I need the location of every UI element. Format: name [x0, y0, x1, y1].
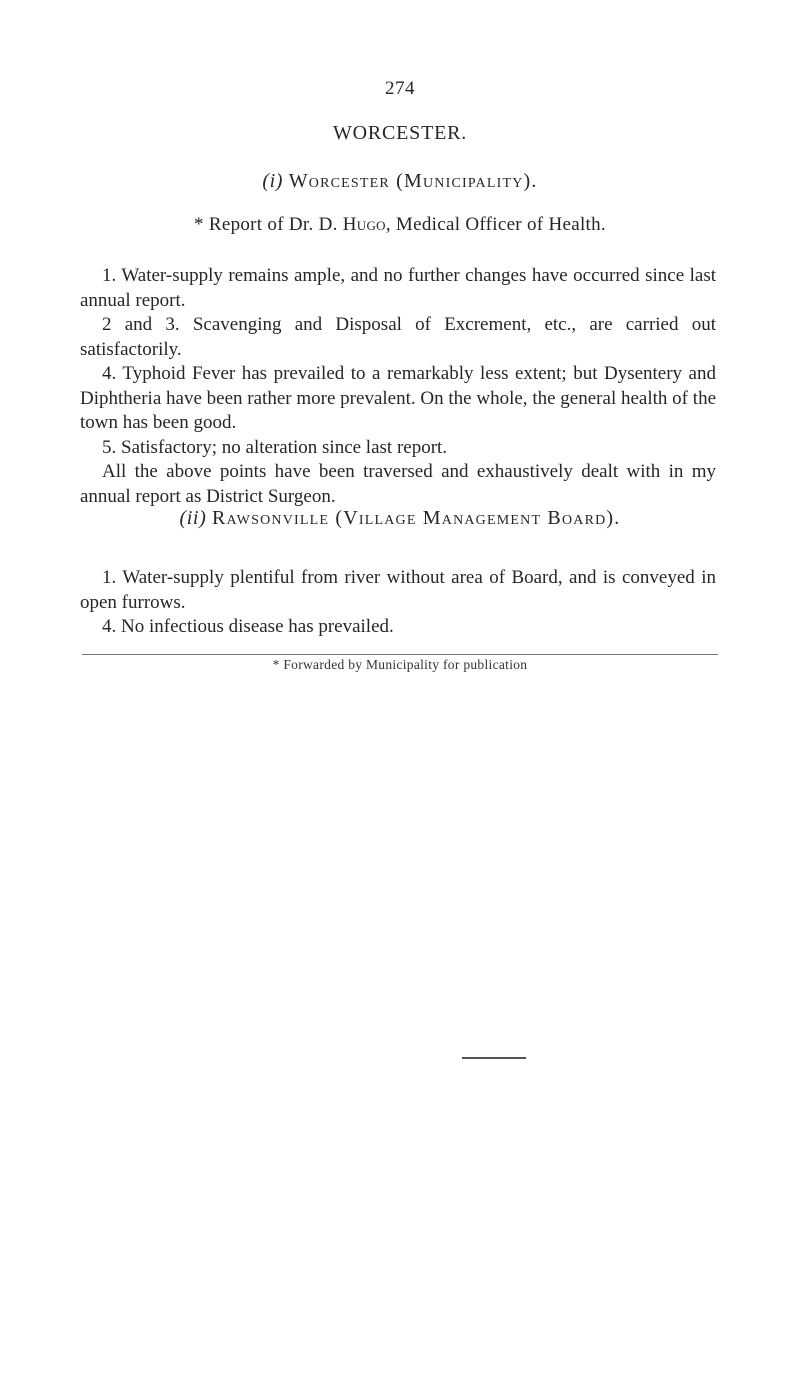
footnote-divider: [82, 654, 718, 655]
rawsonville-report-body: [80, 566, 716, 640]
paragraph-satisfactory: 5. Satisfactory; no alteration since last report.: [102, 436, 448, 458]
worcester-report-body: [80, 264, 716, 509]
page-number: 274: [385, 78, 415, 99]
paragraph-scavenging: 2 and 3. Scavenging and Disposal of Excrement, etc., are carried out satisfactorily.: [80, 314, 716, 360]
report-prefix: * Report of Dr. D.: [194, 214, 343, 235]
section-title: Worcester (Municipality).: [288, 170, 538, 192]
paragraph-infectious-disease: 4. No infectious disease has prevailed.: [102, 616, 394, 637]
section-title: Rawsonville (Village Management Board).: [211, 507, 621, 529]
report-attribution: [0, 214, 800, 236]
paragraph-water-supply: 1. Water-supply plentiful from river without area of Board, and is conveyed in open furrows.: [80, 567, 716, 613]
officer-name: Hugo: [342, 214, 386, 235]
stray-ink-mark: [462, 1057, 526, 1059]
section-heading-rawsonville: [0, 507, 800, 530]
report-suffix: , Medical Officer of Health.: [385, 214, 606, 235]
section-numeral: (i): [262, 170, 284, 192]
paragraph-water-supply: 1. Water-supply remains ample, and no further changes have occurred since last annual report.: [80, 265, 716, 311]
section-heading-worcester: [0, 170, 800, 193]
page-title: WORCESTER.: [332, 122, 468, 144]
footnote: * Forwarded by Municipality for publication: [272, 657, 528, 672]
paragraph-summary: All the above points have been traversed and exhaustively dealt with in my annual report as District Surgeon.: [80, 461, 716, 507]
paragraph-typhoid: 4. Typhoid Fever has prevailed to a remarkably less extent; but Dysentery and Diphtheria have been rather more prevalent. On the whole, the general health of the town has been good.: [80, 363, 716, 433]
section-numeral: (ii): [179, 507, 207, 529]
